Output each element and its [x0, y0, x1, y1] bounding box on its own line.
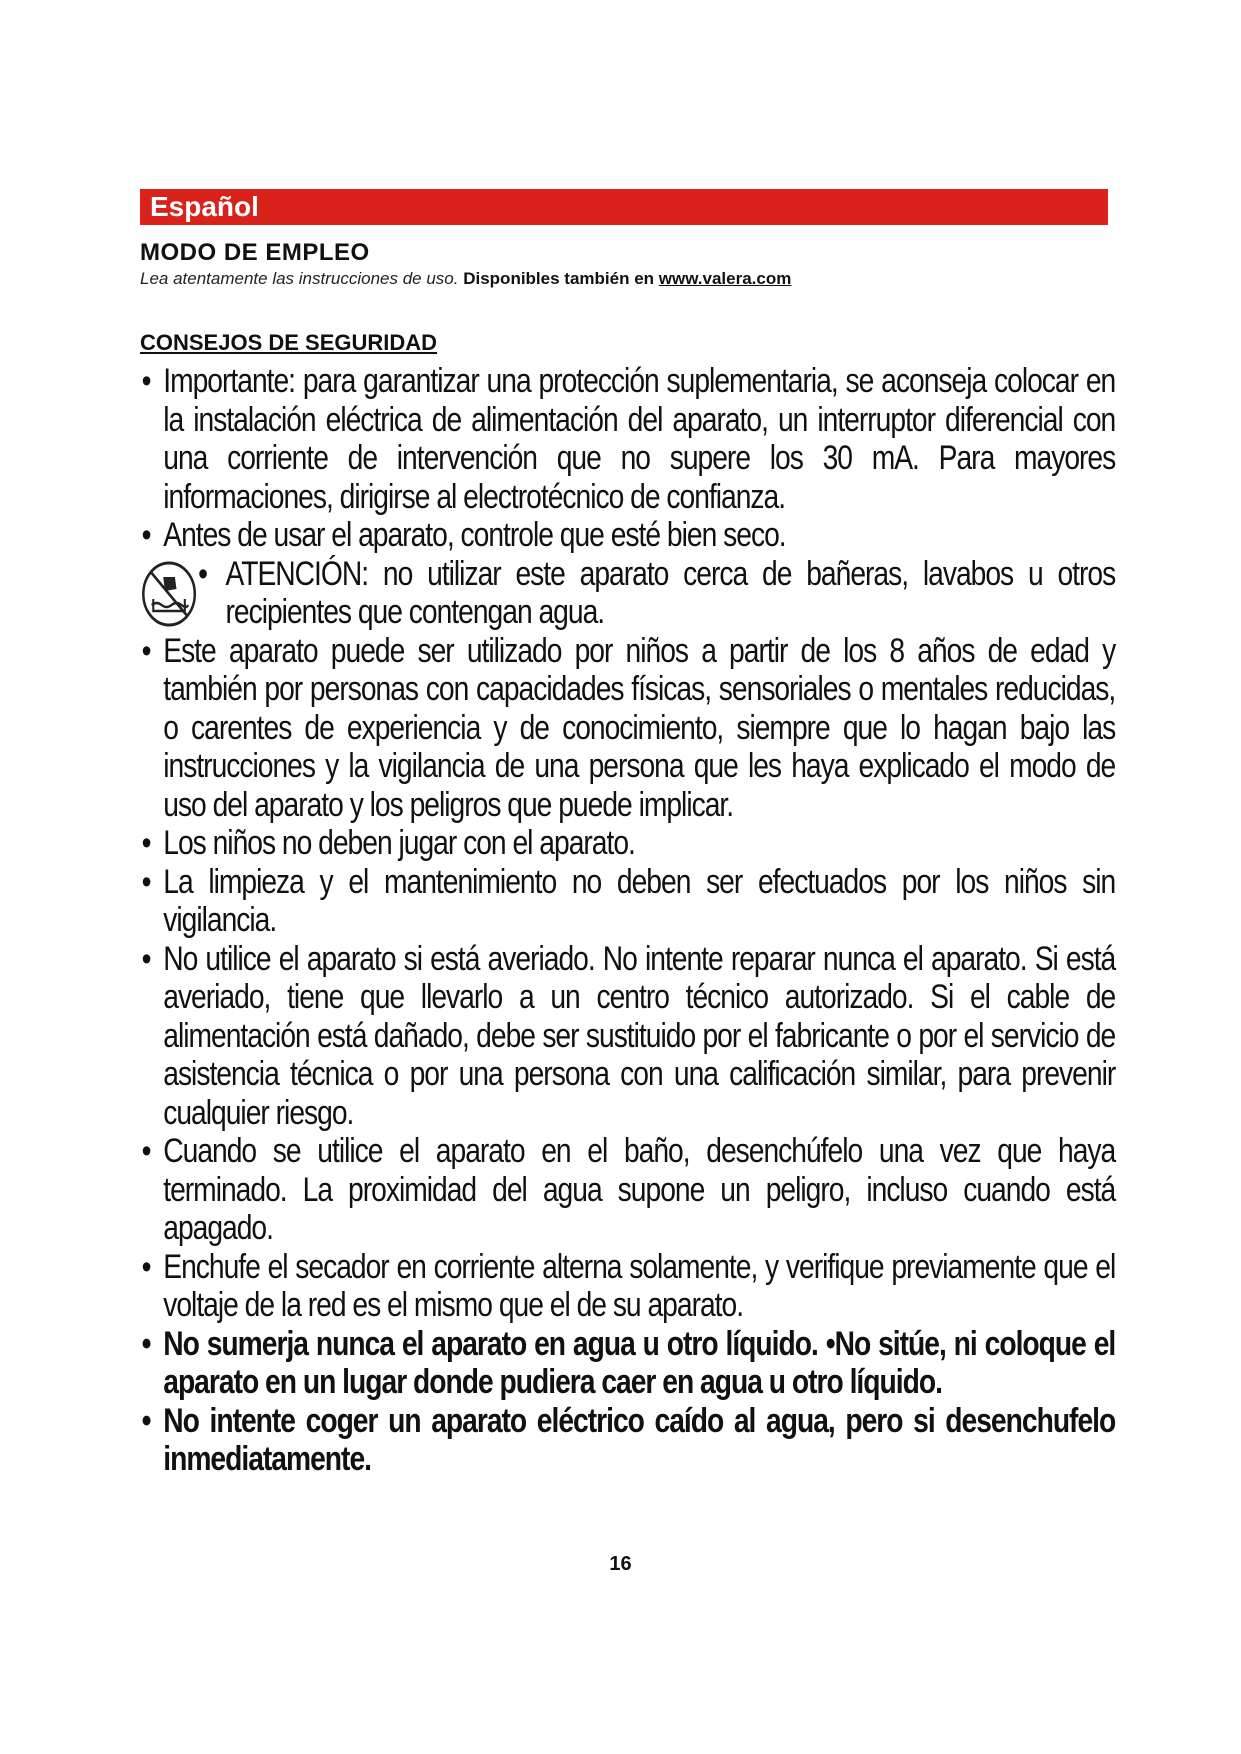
bullet-dot: •	[141, 862, 151, 901]
safety-item	[140, 362, 1115, 516]
section-title: MODO DE EMPLEO	[140, 239, 370, 266]
intro-italic: Lea atentamente las instrucciones de uso.	[140, 269, 459, 288]
safety-item-text: Antes de usar el aparato, controle que esté bien seco.	[163, 516, 786, 554]
website-link[interactable]: www.valera.com	[658, 269, 792, 288]
bullet-dot: •	[141, 1324, 151, 1363]
page-number: 16	[609, 1553, 632, 1575]
no-water-warning-icon	[140, 559, 198, 629]
safety-item-text: No utilice el aparato si está averiado. No intente reparar nunca el aparato. Si está averiado, tiene que llevarlo a un centro técnico autorizado. Si el cable de alimentación está dañado, debe ser sustituido por el fabricante o por el servicio de asistencia técnica o por una persona con una calificación similar, para prevenir cualquier riesgo.	[163, 939, 1116, 1132]
safety-item	[140, 632, 1115, 825]
safety-item-text: Cuando se utilice el aparato en el baño, desenchúfelo una vez que haya terminado. La proximidad del agua supone un peligro, incluso cuando está apagado.	[163, 1132, 1116, 1247]
safety-item-warning	[140, 555, 1115, 632]
safety-item-text: Enchufe el secador en corriente alterna solamente, y verifique previamente que el voltaje de la red es el mismo que el de su aparato.	[163, 1247, 1116, 1324]
safety-item-bold	[140, 1325, 1115, 1402]
bullet-dot: •	[141, 1247, 151, 1286]
safety-item-text: La limpieza y el mantenimiento no deben ser efectuados por los niños sin vigilancia.	[163, 862, 1116, 939]
bullet-dot: •	[141, 1401, 151, 1440]
safety-item-text: ATENCIÓN: no utilizar este aparato cerca de bañeras, lavabos u otros recipientes que contengan agua.	[225, 554, 1116, 631]
intro-line	[140, 269, 791, 289]
bullet-dot: •	[141, 631, 151, 670]
language-label: Español	[150, 191, 259, 222]
safety-item-text: No sumerja nunca el aparato en agua u otro líquido. •No sitúe, ni coloque el aparato en un lugar donde pudiera caer en agua u otro líquido.	[163, 1324, 1116, 1401]
intro-bold: Disponibles también en	[463, 269, 655, 288]
safety-title: CONSEJOS DE SEGURIDAD	[140, 330, 438, 355]
bullet-dot: •	[141, 362, 151, 400]
safety-item-text: Este aparato puede ser utilizado por niños a partir de los 8 años de edad y también por personas con capacidades físicas, sensoriales o mentales reducidas, o carentes de experiencia y de conocimiento, siempre que lo hagan bajo las instrucciones y la vigilancia de una persona que les haya explicado el modo de uso del aparato y los peligros que puede implicar.	[163, 631, 1116, 824]
safety-item	[140, 863, 1115, 940]
bullet-dot: •	[141, 939, 151, 978]
safety-item-text: Importante: para garantizar una protección suplementaria, se aconseja colocar en la instalación eléctrica de alimentación del aparato, un interruptor diferencial con una corriente de intervención que no supere los 30 mA. Para mayores informaciones, dirigirse al electrotécnico de confianza.	[163, 362, 1116, 516]
bullet-dot: •	[141, 516, 151, 554]
safety-item	[140, 1132, 1115, 1248]
safety-item	[140, 1248, 1115, 1325]
safety-item-text: No intente coger un aparato eléctrico caído al agua, pero si desenchufelo inmediatamente.	[163, 1401, 1116, 1478]
safety-item	[140, 940, 1115, 1133]
language-banner	[140, 189, 1108, 225]
bullet-dot: •	[141, 824, 151, 862]
bullet-dot: •	[198, 554, 207, 593]
safety-list	[140, 362, 1115, 1479]
bullet-dot: •	[141, 1132, 151, 1170]
safety-item	[140, 516, 1115, 555]
safety-item	[140, 824, 1115, 863]
safety-item-text: Los niños no deben jugar con el aparato.	[163, 824, 635, 862]
safety-item-bold	[140, 1402, 1115, 1479]
